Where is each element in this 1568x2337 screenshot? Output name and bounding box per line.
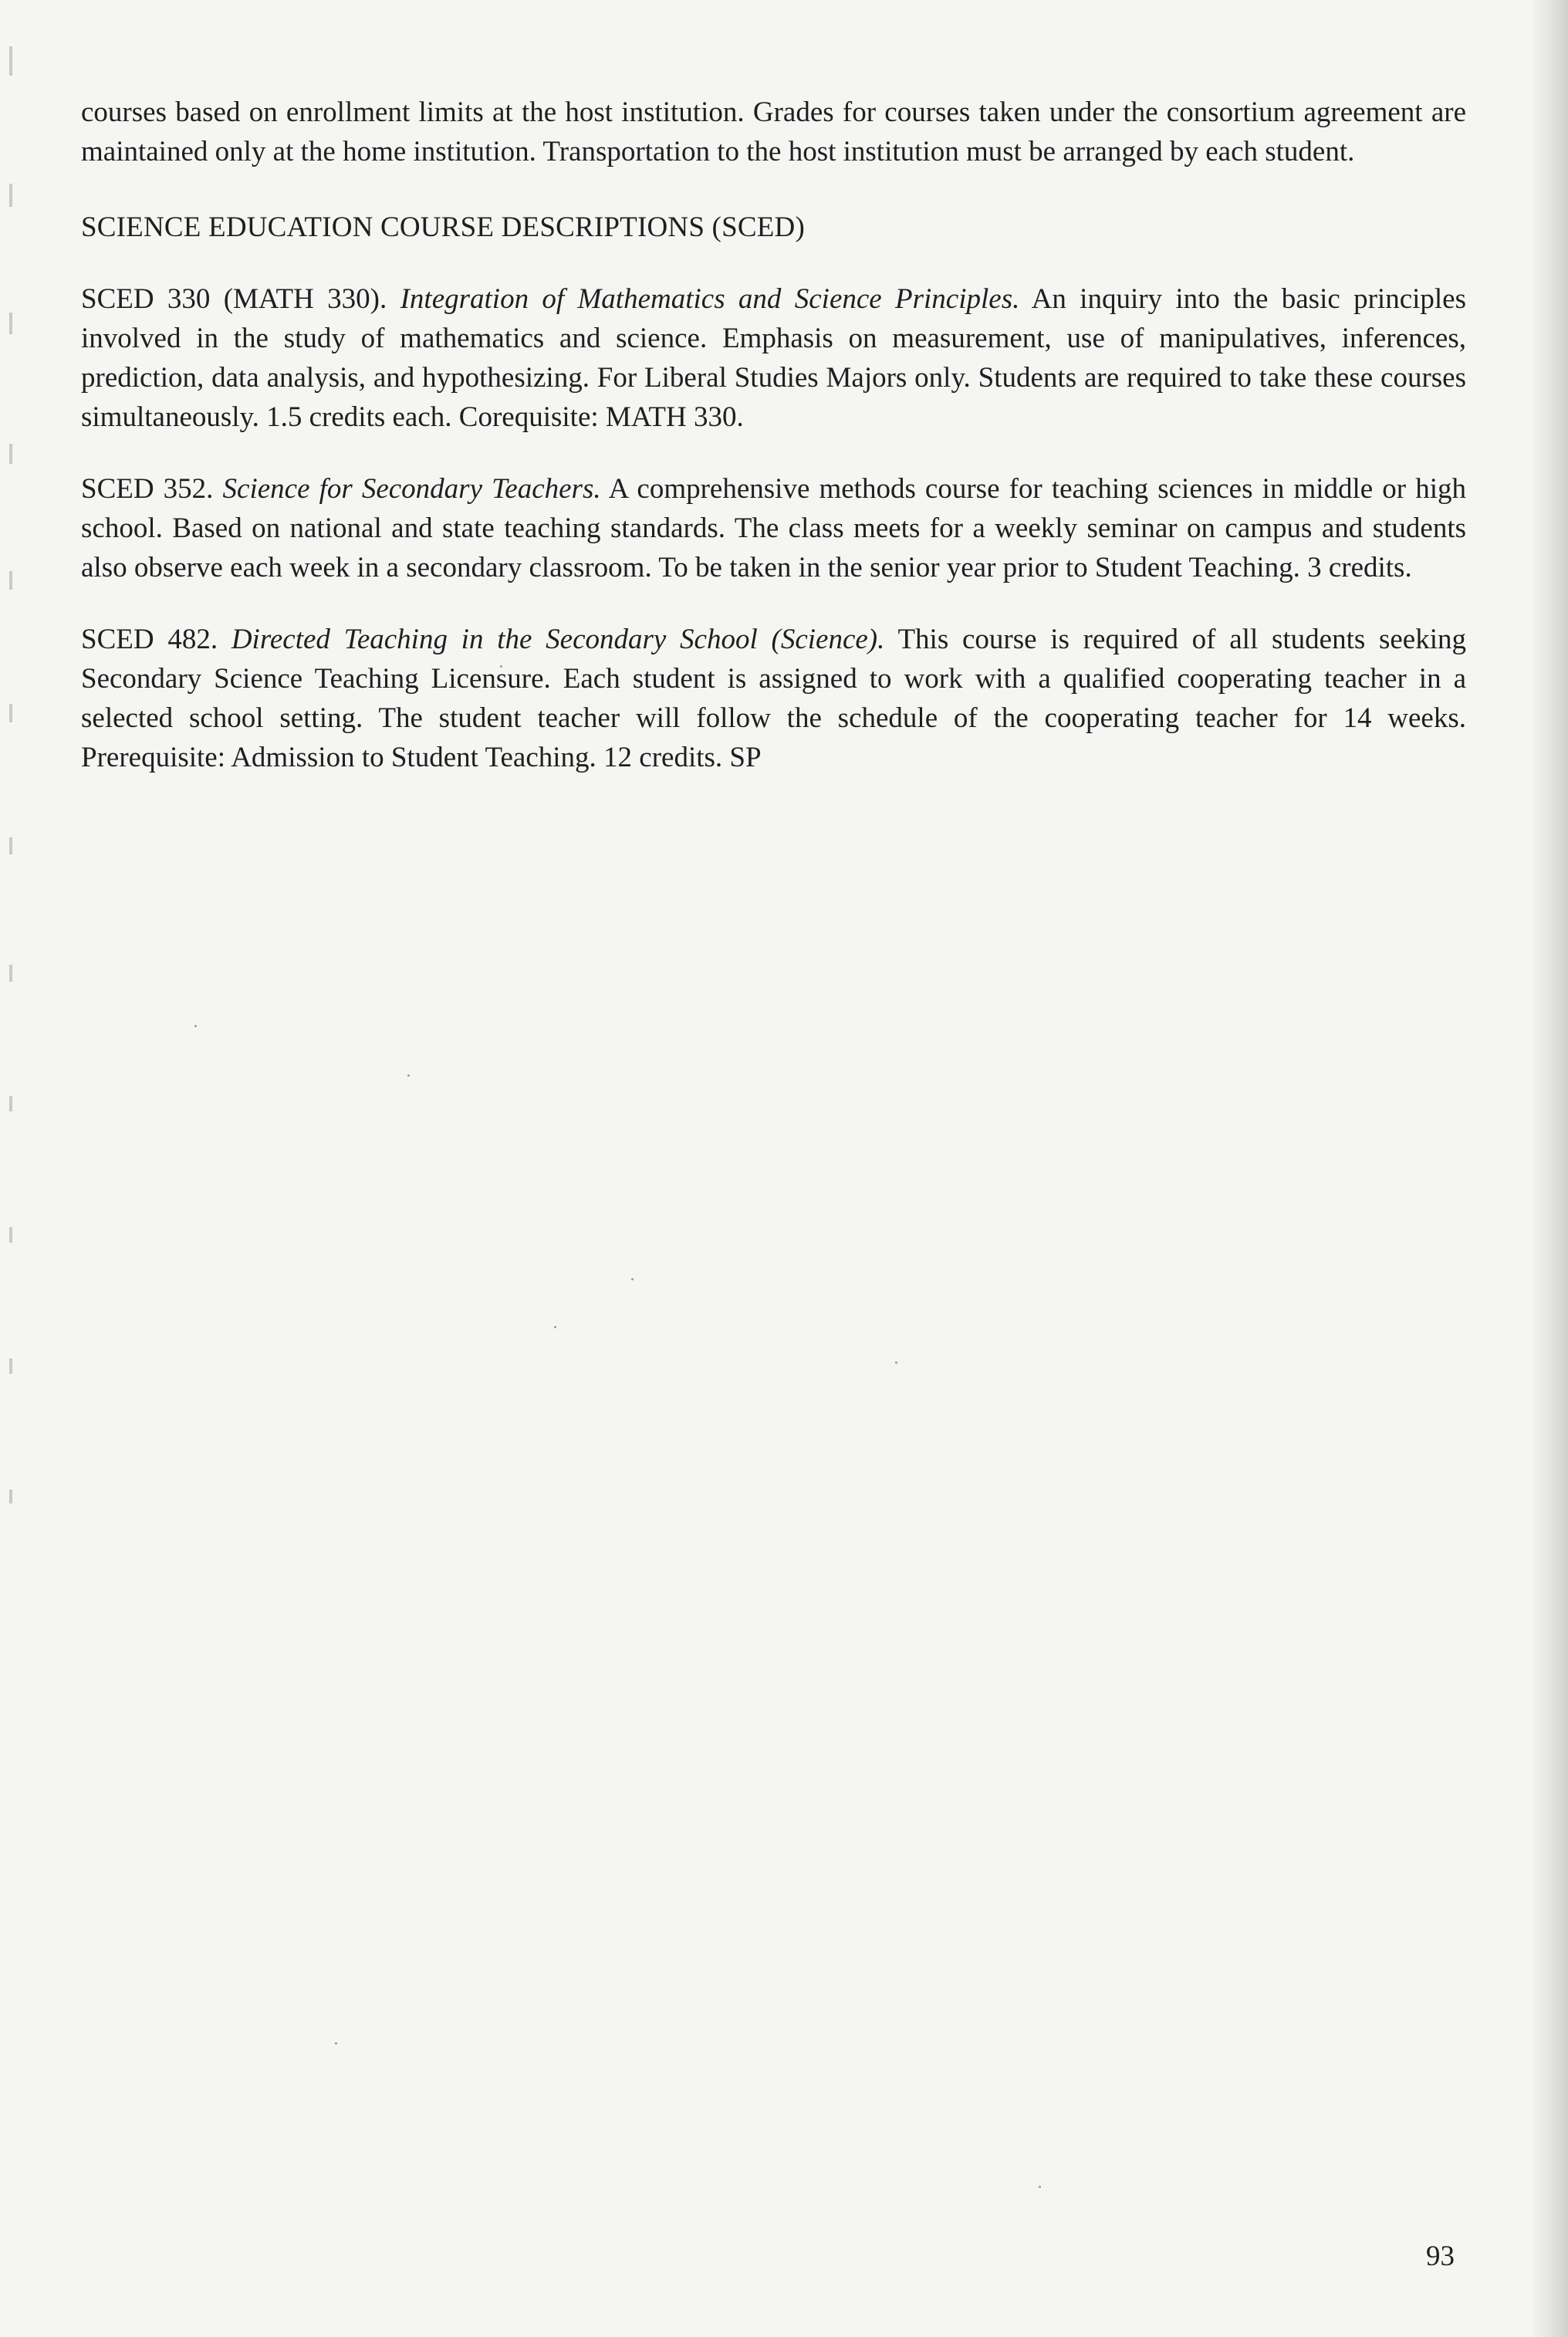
scan-speck xyxy=(407,1074,410,1077)
scan-binding-mark xyxy=(9,837,12,854)
scan-binding-mark xyxy=(9,444,12,464)
scan-binding-mark xyxy=(9,1096,12,1111)
scan-speck xyxy=(631,1278,634,1280)
scan-binding-mark xyxy=(9,571,12,590)
course-description: This course is required of all students seeking Secondary Science Teaching Licensure. Each student is assigned to work with a qualified cooperating teacher in a selected school setting. The student teacher will follow the schedule of the cooperating teacher for 14 weeks. Prerequisite: Admission to Student Teaching. 12 credits. SP xyxy=(81,624,1467,773)
page-number: 93 xyxy=(1426,2241,1455,2272)
course-code: SCED 482. xyxy=(81,624,218,655)
scan-speck xyxy=(554,1326,556,1328)
course-title: Directed Teaching in the Secondary School (Science). xyxy=(231,624,885,655)
course-code: SCED 352. xyxy=(81,473,214,505)
scan-speck xyxy=(1039,2186,1041,2188)
scan-speck xyxy=(194,1025,197,1027)
course-title: Integration of Mathematics and Science Principles. xyxy=(400,283,1020,315)
section-heading: SCIENCE EDUCATION COURSE DESCRIPTIONS (SCED) xyxy=(81,211,805,243)
scan-binding-mark xyxy=(9,46,12,76)
scan-binding-mark xyxy=(9,313,12,334)
course-description: A comprehensive methods course for teaching sciences in middle or high school. Based on national and state teaching standards. The class meets for a weekly seminar on campus and students also observe each week in a secondary classroom. To be taken in the senior year prior to Student Teaching. 3 credits. xyxy=(81,473,1466,583)
scan-binding-mark xyxy=(9,1227,12,1243)
scan-binding-mark xyxy=(9,704,12,722)
course-description: An inquiry into the basic principles involved in the study of mathematics and science. Emphasis on measurement, use of manipulatives, inferences, prediction, data analysis, and hypothesizing. For Liberal Studies Majors only. Students are required to take these courses simultaneously. 1.5 credits each. Corequisite: MATH 330. xyxy=(81,283,1467,433)
course-title: Science for Secondary Teachers. xyxy=(222,473,601,505)
scan-binding-mark xyxy=(9,184,12,207)
scan-speck xyxy=(335,2042,337,2044)
scan-binding-mark xyxy=(9,1490,12,1503)
scan-edge-shadow xyxy=(1533,0,1568,2337)
intro-paragraph: courses based on enrollment limits at the host institution. Grades for courses taken under the consortium agreement are maintained only at the home institution. Transportation to the host institution must be arranged by each student. xyxy=(81,96,1466,167)
page-content xyxy=(81,93,1466,777)
scan-binding-mark xyxy=(9,1358,12,1374)
course-code: SCED 330 (MATH 330). xyxy=(81,283,387,315)
scan-binding-mark xyxy=(9,965,12,982)
scan-speck xyxy=(895,1361,897,1364)
course-entry-sced-482 xyxy=(81,620,1466,777)
course-entry-sced-352 xyxy=(81,469,1466,587)
course-entry-sced-330 xyxy=(81,279,1466,437)
